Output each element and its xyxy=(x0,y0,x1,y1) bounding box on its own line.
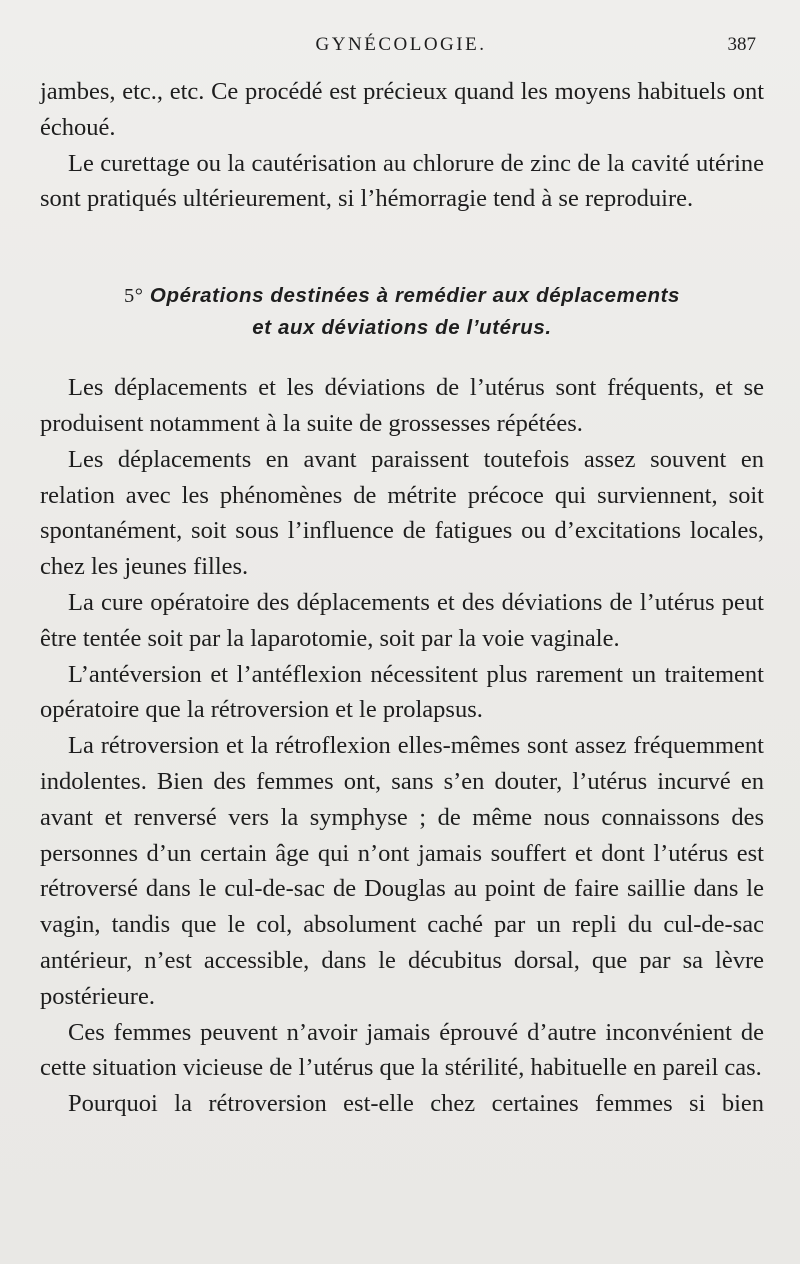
body-text xyxy=(40,74,764,1122)
paragraph-operative-cure: La cure opératoire des déplacements et des déviations de l’utérus peut être tentée soit par la laparotomie, soit par la voie vaginale. xyxy=(40,588,764,652)
section-heading xyxy=(40,280,764,344)
paragraph-sterility: Ces femmes peuvent n’avoir jamais éprouvé d’autre inconvénient de cette situation vicieuse de l’utérus que la stérilité, habituelle en pareil cas. xyxy=(40,1018,764,1082)
section-heading-line-1 xyxy=(40,280,764,312)
paragraph-displacements-frequent: Les déplacements et les déviations de l’utérus sont fréquents, et se produisent notamment à la suite de grossesses répétées. xyxy=(40,374,764,437)
section-title-part-2: et aux déviations de l’utérus. xyxy=(252,316,552,340)
paragraph-forward-displacements: Les déplacements en avant paraissent toutefois assez souvent en relation avec les phénomènes de métrite précoce qui surviennent, soit spontanément, soit sous l’influence de fatigues ou d’excitations locales, chez les jeunes filles. xyxy=(40,445,764,581)
section-title-part-1: Opérations destinées à remédier aux déplacements xyxy=(149,284,681,308)
paragraph-why-retroversion: Pourquoi la rétroversion est-elle chez certaines femmes si bien xyxy=(68,1090,764,1118)
running-title: GYNÉCOLOGIE. xyxy=(315,34,487,55)
running-head xyxy=(40,34,762,60)
page-number: 387 xyxy=(727,34,756,55)
paragraph-retroversion: La rétroversion et la rétroflexion elles-mêmes sont assez fréquemment indolentes. Bien des femmes ont, sans s’en douter, l’utérus incurvé en avant et renversé vers la symphyse ; de même nous connaissons des personnes d’un certain âge qui n’ont jamais souffert et dont l’utérus est rétroversé dans le cul-de-sac de Douglas au point de faire saillie dans le vagin, tandis que le col, absolument caché par un repli du cul-de-sac antérieur, n’est accessible, dans le décubitus dorsal, que par sa lèvre postérieure. xyxy=(40,732,764,1010)
paragraph-continuation: jambes, etc., etc. Ce procédé est précieux quand les moyens habituels ont échoué. xyxy=(40,78,764,141)
section-number: 5° xyxy=(123,285,144,308)
paragraph-anteversion: L’antéversion et l’antéflexion nécessitent plus rarement un traitement opératoire que la rétroversion et le prolapsus. xyxy=(40,660,764,724)
paragraph-curettage: Le curettage ou la cautérisation au chlorure de zinc de la cavité utérine sont pratiqués ultérieurement, si l’hémorragie tend à se reproduire. xyxy=(40,149,764,213)
